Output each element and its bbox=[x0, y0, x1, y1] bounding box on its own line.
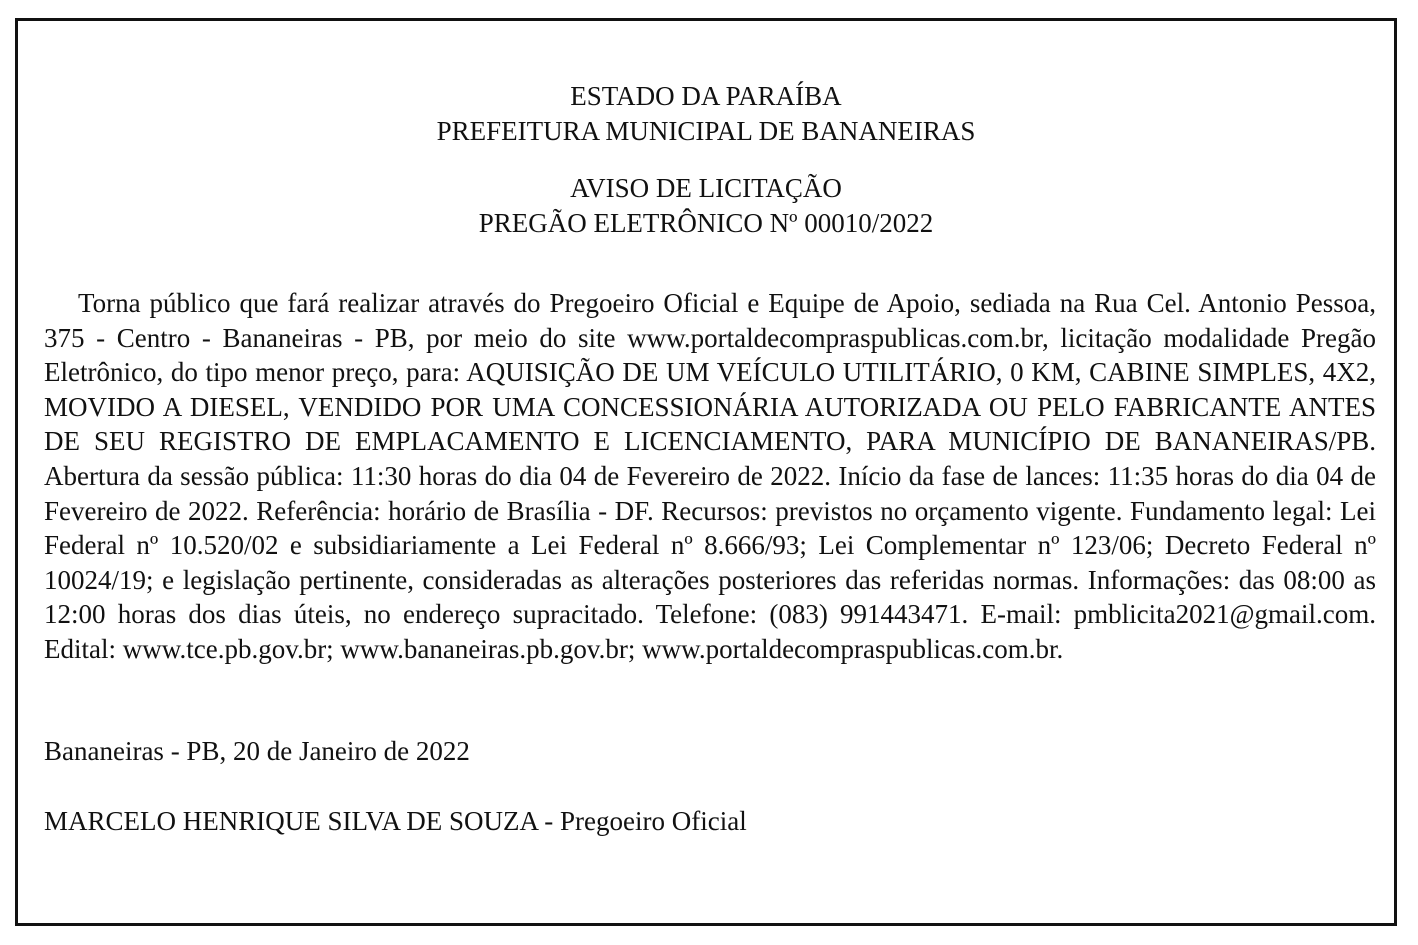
notice-title: AVISO DE LICITAÇÃO bbox=[570, 173, 842, 203]
municipality-name: PREFEITURA MUNICIPAL DE BANANEIRAS bbox=[436, 116, 976, 146]
header-spacer bbox=[18, 149, 1394, 171]
notice-frame bbox=[15, 18, 1397, 926]
notice-number: PREGÃO ELETRÔNICO Nº 00010/2022 bbox=[478, 208, 934, 238]
notice-body-paragraph: Torna público que fará realizar através do Pregoeiro Oficial e Equipe de Apoio, sediada na Rua Cel. Antonio Pessoa, 375 - Centro - Bananeiras - PB, por meio do site www.portaldecompraspublicas.com.br, licitação modalidade Pregão Eletrônico, do tipo menor preço, para: AQUISIÇÃO DE UM VEÍCULO UTILITÁRIO, 0 KM, CABINE SIMPLES, 4X2, MOVIDO A DIESEL, VENDIDO POR UMA CONCESSIONÁRIA AUTORIZADA OU PELO FABRICANTE ANTES DE SEU REGISTRO DE EMPLACAMENTO E LICENCIAMENTO, PARA MUNICÍPIO DE BANANEIRAS/PB. Abertura da sessão pública: 11:30 horas do dia 04 de Fevereiro de 2022. Início da fase de lances: 11:35 horas do dia 04 de Fevereiro de 2022. Referência: horário de Brasília - DF. Recursos: previstos no orçamento vigente. Fundamento legal: Lei Federal nº 10.520/02 e subsidiariamente a Lei Federal nº 8.666/93; Lei Complementar nº 123/06; Decreto Federal nº 10024/19; e legislação pertinente, consideradas as alterações posteriores das referidas normas. Informações: das 08:00 as 12:00 horas dos dias úteis, no endereço supracitado. Telefone: (083) 991443471. E-mail: pmblicita2021@gmail.com. Edital: www.tce.pb.gov.br; www.bananeiras.pb.gov.br; www.portaldecompraspublicas.com.br. bbox=[44, 288, 1376, 664]
notice-header bbox=[18, 79, 1394, 241]
state-name: ESTADO DA PARAÍBA bbox=[570, 81, 842, 111]
dateline: Bananeiras - PB, 20 de Janeiro de 2022 bbox=[44, 736, 470, 766]
signature-line: MARCELO HENRIQUE SILVA DE SOUZA - Pregoeiro Oficial bbox=[44, 806, 747, 836]
